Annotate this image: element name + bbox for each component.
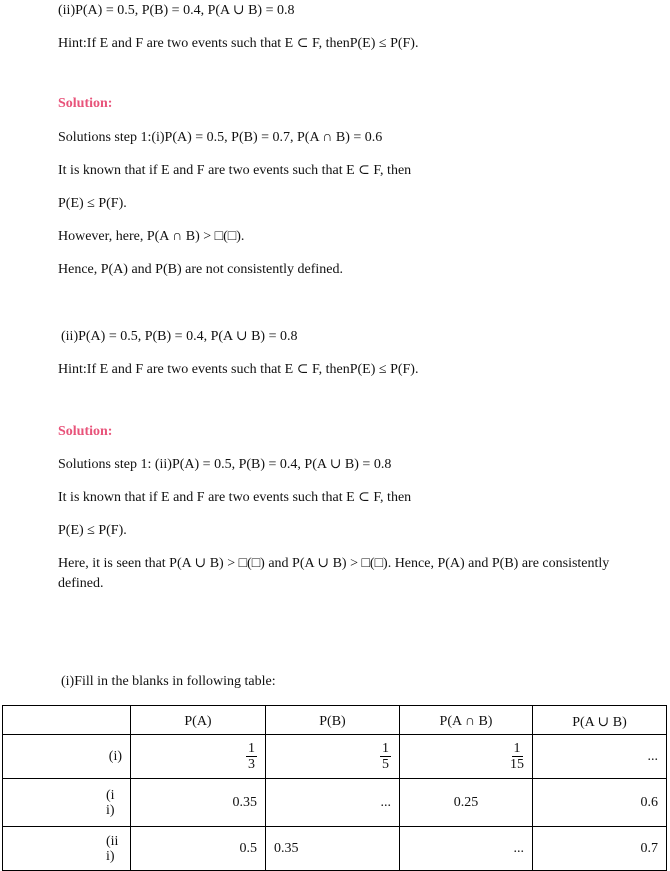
denominator: 15 [510,757,524,772]
inequality: P(E) ≤ P(F). [58,196,127,211]
cell-pab-or: 0.6 [533,779,667,827]
row-label-text: (i) [108,748,122,764]
denominator: 3 [248,757,255,772]
inequality-2: P(E) ≤ P(F). [58,523,127,538]
however-statement: However, here, P(A ∩ B) > □(□). [58,229,245,244]
solution-label: Solution: [58,96,113,111]
header-pb: P(B) [266,706,400,735]
known-statement: It is known that if E and F are two events such that E ⊂ F, then [58,163,412,178]
header-pa: P(A) [131,706,266,735]
row-label-text: (ii) [106,787,115,818]
row-label [3,779,131,827]
solution-step: Solutions step 1:(i)P(A) = 0.5, P(B) = 0.7, P(A ∩ B) = 0.6 [58,130,383,145]
cell-pa: 0.5 [131,827,266,871]
cell-pa [131,735,266,779]
fraction [380,741,391,772]
header-pab-or: P(A ∪ B) [533,706,667,735]
cell-pab-or: 0.7 [533,827,667,871]
question-ii-repeat: (ii)P(A) = 0.5, P(B) = 0.4, P(A ∪ B) = 0.8 [61,329,298,344]
cell-pab-and [400,735,533,779]
solution-label-2: Solution: [58,424,113,439]
conclusion: Hence, P(A) and P(B) are not consistently defined. [58,262,343,277]
table-header-row [3,706,667,735]
numerator: 1 [248,741,255,756]
numerator: 1 [513,741,521,756]
table-row [3,779,667,827]
cell-pb [266,735,400,779]
solution-step-2: Solutions step 1: (ii)P(A) = 0.5, P(B) = 0.4, P(A ∪ B) = 0.8 [58,457,392,472]
hint: Hint:If E and F are two events such that E ⊂ F, thenP(E) ≤ P(F). [58,36,419,51]
cell-pab-and: ... [400,827,533,871]
cell-pab-or: ... [533,735,667,779]
cell-pb: ... [266,779,400,827]
row-label-text: (iii) [106,833,119,864]
numerator: 1 [382,741,389,756]
table-title: (i)Fill in the blanks in following table: [61,674,276,689]
conclusion-2: Here, it is seen that P(A ∪ B) > □(□) and P(A ∪ B) > □(□). Hence, P(A) and P(B) are consistently defined. [58,556,610,591]
header-pab-and: P(A ∩ B) [400,706,533,735]
cell-pb: 0.35 [266,827,400,871]
header-empty [3,706,131,735]
cell-pab-and: 0.25 [400,779,533,827]
denominator: 5 [382,757,389,772]
probability-table [2,705,667,871]
known-statement-2: It is known that if E and F are two events such that E ⊂ F, then [58,490,412,505]
table-row [3,735,667,779]
question-ii: (ii)P(A) = 0.5, P(B) = 0.4, P(A ∪ B) = 0.8 [58,3,295,18]
cell-pa: 0.35 [131,779,266,827]
table-row [3,827,667,871]
fraction [510,741,524,772]
fraction [246,741,257,772]
row-label [3,827,131,871]
hint-repeat: Hint:If E and F are two events such that E ⊂ F, thenP(E) ≤ P(F). [58,362,419,377]
row-label [3,735,131,779]
